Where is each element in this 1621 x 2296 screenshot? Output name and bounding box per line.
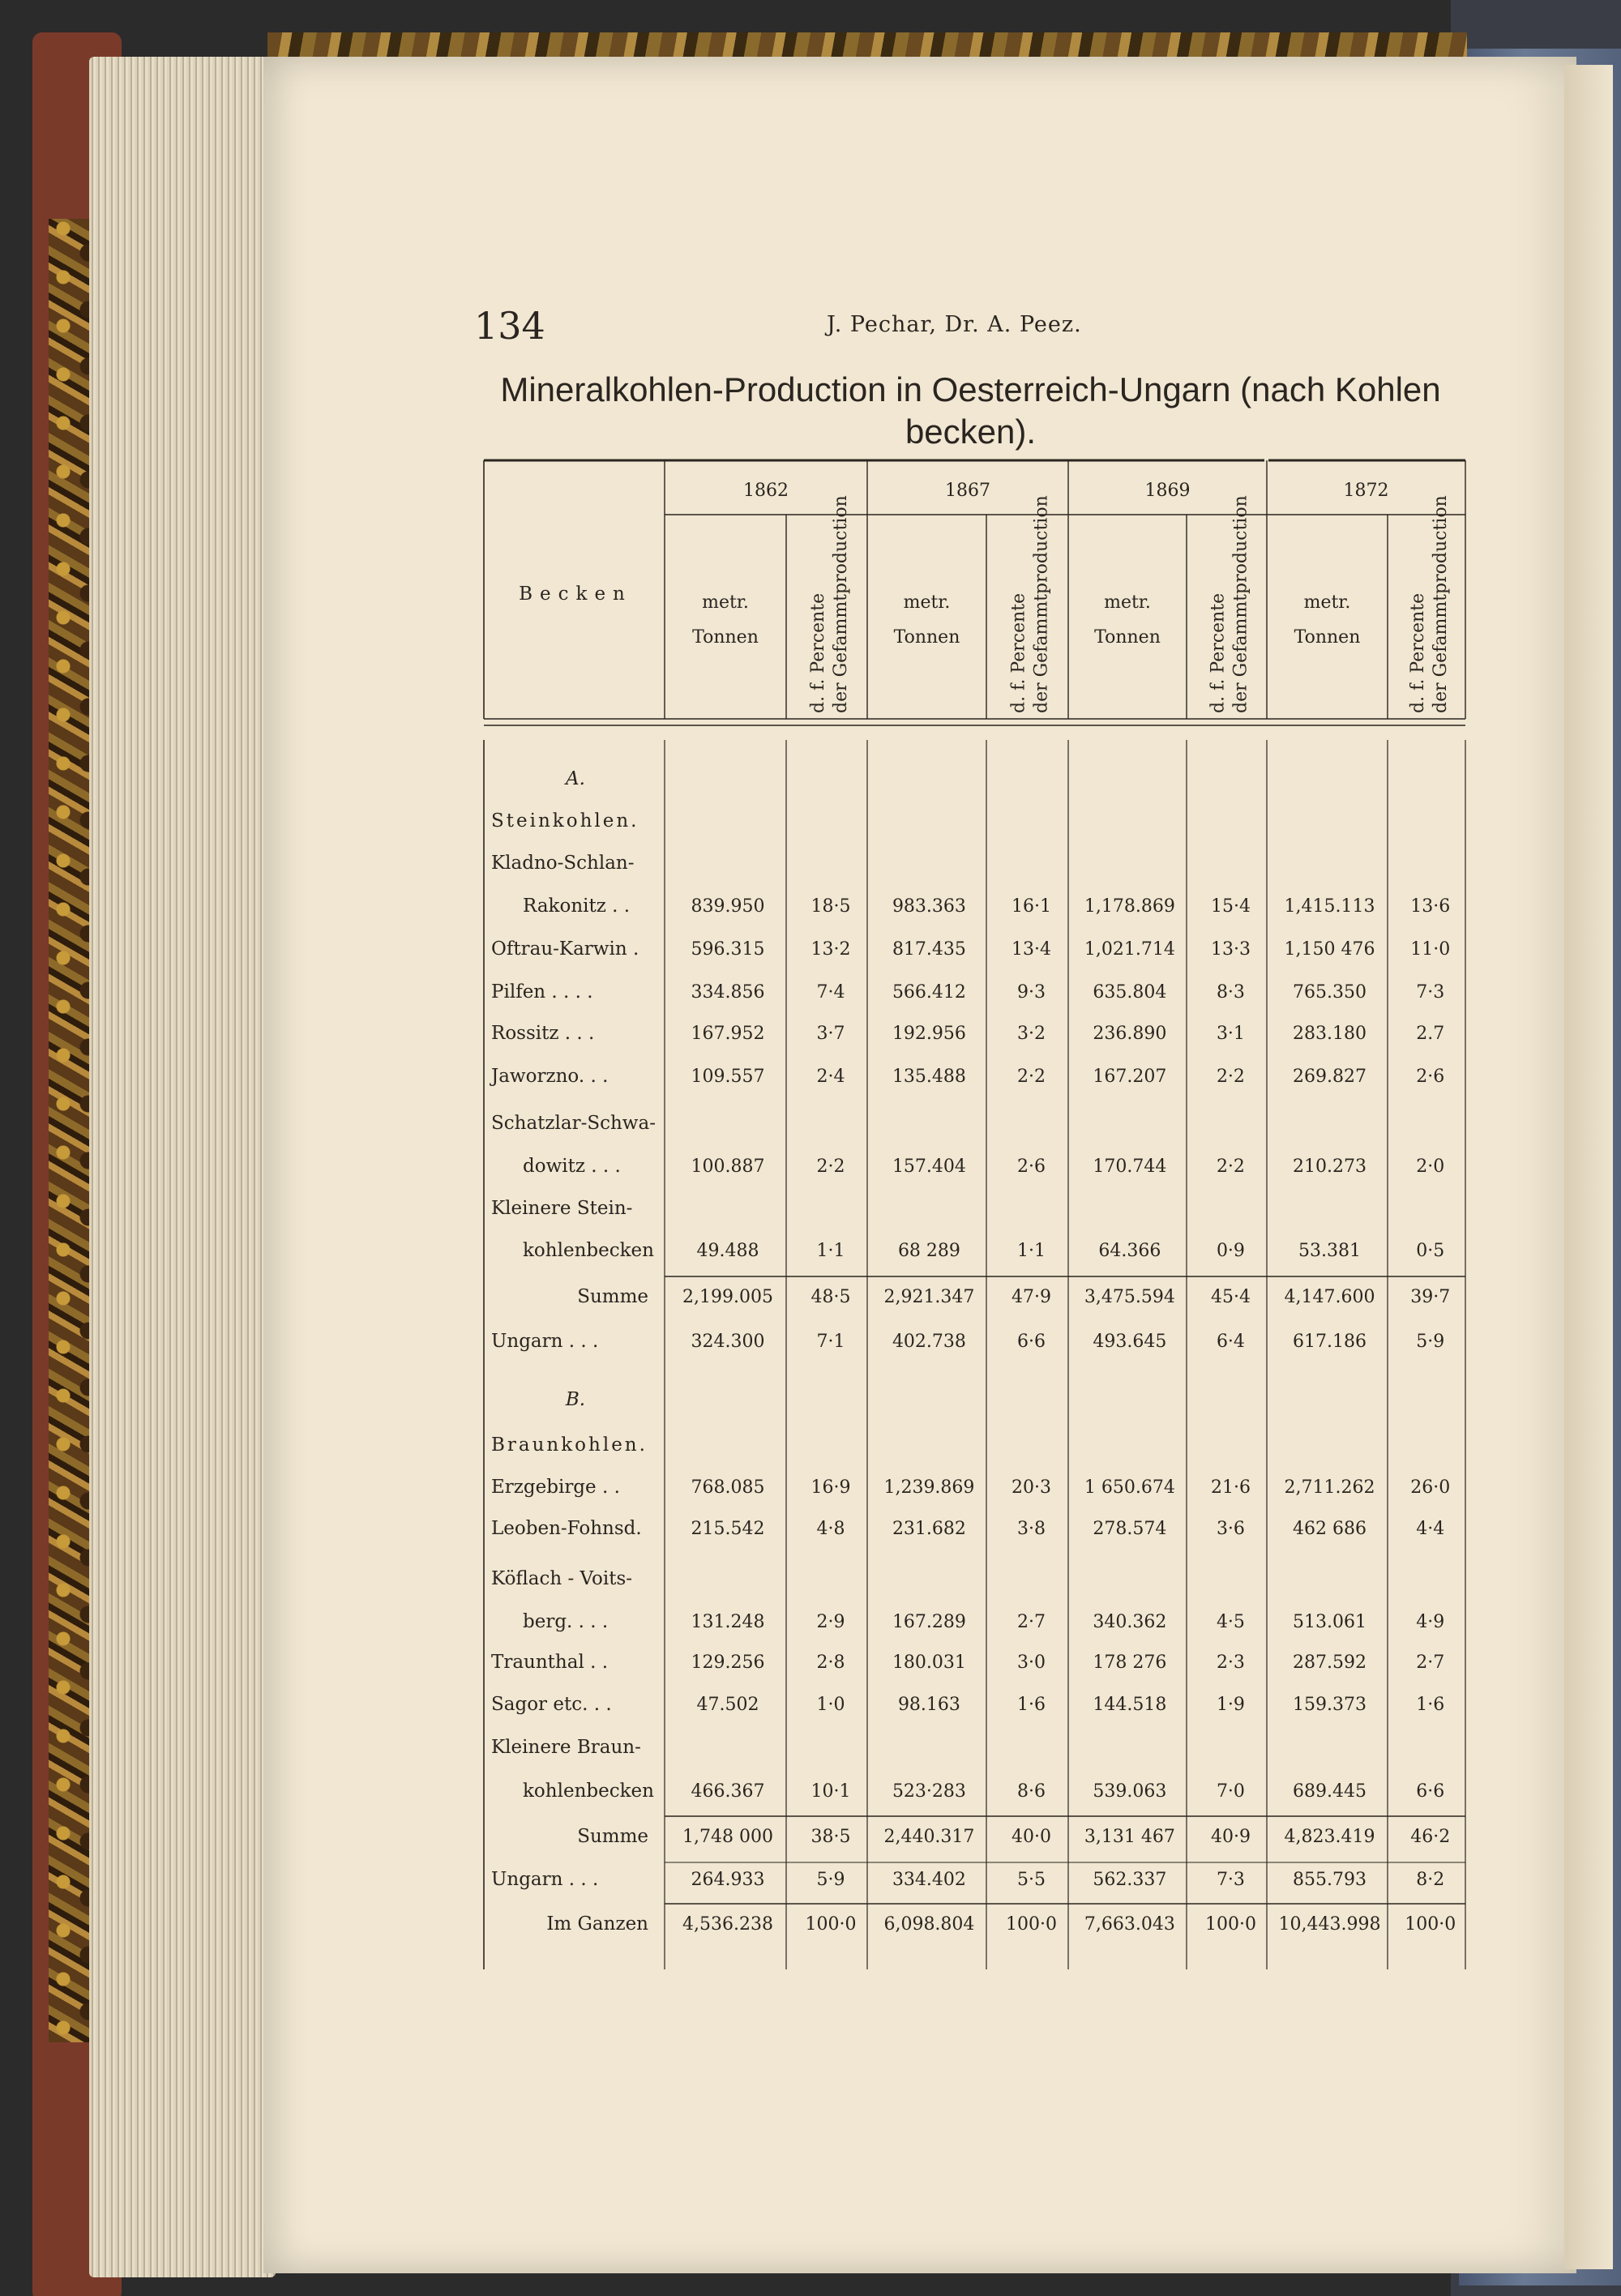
row-label: dowitz . . . xyxy=(523,1156,621,1177)
tonnage-cell: 324.300 xyxy=(691,1332,765,1352)
tonnage-cell: 64.366 xyxy=(1098,1241,1161,1261)
year-1867: 1867 xyxy=(945,481,990,501)
percent-cell: 5·5 xyxy=(1017,1870,1046,1890)
percent-cell: 3·2 xyxy=(1017,1024,1046,1044)
percent-cell: 15·4 xyxy=(1210,896,1251,917)
row-label: Pilfen . . . . xyxy=(491,981,593,1003)
row-label: Schatzlar-Schwa- xyxy=(491,1113,656,1134)
percent-cell: 4·5 xyxy=(1216,1612,1245,1632)
unit-label: Tonnen xyxy=(893,627,960,648)
row-label: Oftrau-Karwin . xyxy=(491,938,639,960)
percent-header: d. f. Percente xyxy=(808,592,828,713)
row-label: Ungarn . . . xyxy=(491,1331,599,1352)
percent-cell: 16·1 xyxy=(1012,896,1052,917)
tonnage-cell: 144.518 xyxy=(1093,1695,1167,1715)
tonnage-cell: 2,711.262 xyxy=(1284,1477,1375,1498)
unit-label: metr. xyxy=(702,592,749,613)
section-heading: Braunkohlen. xyxy=(491,1434,648,1456)
percent-cell: 48·5 xyxy=(810,1287,851,1307)
percent-cell: 4·8 xyxy=(816,1519,845,1539)
tonnage-cell: 983.363 xyxy=(892,896,966,917)
tonnage-cell: 231.682 xyxy=(892,1519,966,1539)
tonnage-cell: 839.950 xyxy=(691,896,765,917)
percent-cell: 5·9 xyxy=(1416,1332,1445,1352)
percent-cell: 0·5 xyxy=(1416,1241,1445,1261)
tonnage-cell: 689.445 xyxy=(1292,1781,1367,1802)
tonnage-cell: 334.856 xyxy=(691,982,765,1003)
percent-header: der Gefammtproduction xyxy=(1031,495,1052,713)
percent-header: der Gefammtproduction xyxy=(1230,495,1251,713)
percent-cell: 18·5 xyxy=(810,896,851,917)
tonnage-cell: 2,921.347 xyxy=(883,1287,975,1307)
tonnage-cell: 1,178.869 xyxy=(1084,896,1175,917)
percent-header: d. f. Percente xyxy=(1408,592,1428,713)
tonnage-cell: 635.804 xyxy=(1093,982,1167,1003)
table-title: Mineralkohlen-Production in Oesterreich-Ungarn (nach Kohlen becken). xyxy=(500,370,1441,451)
sum-label: Im Ganzen xyxy=(546,1913,648,1935)
tonnage-cell: 1,415.113 xyxy=(1284,896,1375,917)
percent-cell: 13·3 xyxy=(1210,939,1251,960)
section-letter: A. xyxy=(566,768,585,789)
percent-cell: 6·4 xyxy=(1216,1332,1245,1352)
tonnage-cell: 100.887 xyxy=(691,1157,765,1177)
row-label: Kladno-Schlan- xyxy=(491,853,635,874)
tonnage-cell: 157.404 xyxy=(892,1157,966,1177)
percent-cell: 100·0 xyxy=(1204,1914,1256,1935)
tonnage-cell: 170.744 xyxy=(1093,1157,1167,1177)
percent-cell: 2·8 xyxy=(816,1653,845,1673)
row-label: Rakonitz . . xyxy=(523,896,631,917)
tonnage-cell: 462 686 xyxy=(1292,1519,1367,1539)
percent-cell: 3·8 xyxy=(1017,1519,1046,1539)
tonnage-cell: 180.031 xyxy=(892,1653,966,1673)
percent-cell: 13·2 xyxy=(810,939,851,960)
percent-header: d. f. Percente xyxy=(1208,592,1229,713)
percent-cell: 16·9 xyxy=(810,1477,851,1498)
percent-cell: 7·0 xyxy=(1216,1781,1245,1802)
tonnage-cell: 264.933 xyxy=(691,1870,765,1890)
percent-header: der Gefammtproduction xyxy=(831,495,851,713)
percent-cell: 13·6 xyxy=(1410,896,1451,917)
percent-cell: 4·4 xyxy=(1416,1519,1445,1539)
percent-cell: 46·2 xyxy=(1410,1827,1451,1847)
row-label: Kleinere Stein- xyxy=(491,1198,633,1219)
tonnage-cell: 334.402 xyxy=(892,1870,966,1890)
row-label: kohlenbecken xyxy=(523,1781,654,1802)
tonnage-cell: 4,536.238 xyxy=(682,1914,773,1935)
tonnage-cell: 10,443.998 xyxy=(1278,1914,1381,1935)
row-label: Jaworzno. . . xyxy=(491,1066,609,1087)
tonnage-cell: 49.488 xyxy=(696,1241,759,1261)
tonnage-cell: 1,150 476 xyxy=(1284,939,1375,960)
percent-cell: 47·9 xyxy=(1012,1287,1052,1307)
percent-cell: 38·5 xyxy=(810,1827,851,1847)
year-1862: 1862 xyxy=(743,481,789,501)
year-1869: 1869 xyxy=(1144,481,1191,501)
tonnage-cell: 215.542 xyxy=(691,1519,765,1539)
tonnage-cell: 53.381 xyxy=(1298,1241,1361,1261)
tonnage-cell: 167.289 xyxy=(892,1612,966,1632)
percent-cell: 10·1 xyxy=(810,1781,851,1802)
sum-label: Summe xyxy=(577,1826,648,1847)
row-label: Leoben-Fohnsd. xyxy=(491,1518,642,1539)
percent-cell: 5·9 xyxy=(816,1870,845,1890)
tonnage-cell: 283.180 xyxy=(1292,1024,1367,1044)
percent-cell: 2·2 xyxy=(1216,1067,1245,1087)
percent-cell: 39·7 xyxy=(1410,1287,1451,1307)
tonnage-cell: 1,748 000 xyxy=(682,1827,773,1847)
tonnage-cell: 617.186 xyxy=(1292,1332,1367,1352)
percent-cell: 2·2 xyxy=(1216,1157,1245,1177)
row-label: Köflach - Voits- xyxy=(491,1568,633,1589)
percent-cell: 2·9 xyxy=(816,1612,845,1632)
percent-cell: 1·6 xyxy=(1017,1695,1046,1715)
tonnage-cell: 3,475.594 xyxy=(1084,1287,1175,1307)
unit-label: metr. xyxy=(903,592,951,613)
percent-cell: 100·0 xyxy=(805,1914,857,1935)
tonnage-cell: 523·283 xyxy=(892,1781,966,1802)
percent-cell: 8·3 xyxy=(1216,982,1245,1003)
tonnage-cell: 4,147.600 xyxy=(1284,1287,1375,1307)
tonnage-cell: 135.488 xyxy=(892,1067,966,1087)
running-head: J. Pechar, Dr. A. Peez. xyxy=(827,312,1082,337)
percent-cell: 7·1 xyxy=(816,1332,845,1352)
unit-label: Tonnen xyxy=(692,627,759,648)
percent-cell: 0·9 xyxy=(1216,1241,1245,1261)
percent-cell: 7·3 xyxy=(1216,1870,1245,1890)
tonnage-cell: 493.645 xyxy=(1093,1332,1167,1352)
percent-cell: 1·9 xyxy=(1216,1695,1245,1715)
sum-label: Summe xyxy=(577,1286,648,1307)
tonnage-cell: 768.085 xyxy=(691,1477,765,1498)
page-number: 134 xyxy=(474,304,545,348)
percent-cell: 2·7 xyxy=(1416,1653,1445,1673)
tonnage-cell: 210.273 xyxy=(1292,1157,1367,1177)
percent-cell: 21·6 xyxy=(1210,1477,1251,1498)
unit-label: metr. xyxy=(1303,592,1351,613)
tonnage-cell: 236.890 xyxy=(1093,1024,1167,1044)
becken-header: Becken xyxy=(519,584,632,605)
percent-cell: 11·0 xyxy=(1410,939,1451,960)
tonnage-cell: 178 276 xyxy=(1093,1653,1167,1673)
percent-cell: 3·0 xyxy=(1017,1653,1046,1673)
percent-cell: 2·4 xyxy=(816,1067,845,1087)
tonnage-cell: 765.350 xyxy=(1292,982,1367,1003)
percent-cell: 100·0 xyxy=(1006,1914,1058,1935)
tonnage-cell: 402.738 xyxy=(892,1332,966,1352)
year-1872: 1872 xyxy=(1343,481,1389,501)
row-label: kohlenbecken xyxy=(523,1240,654,1261)
tonnage-cell: 109.557 xyxy=(691,1067,765,1087)
percent-cell: 6·6 xyxy=(1017,1332,1046,1352)
percent-cell: 3·6 xyxy=(1216,1519,1245,1539)
tonnage-cell: 596.315 xyxy=(691,939,765,960)
tonnage-cell: 2,440.317 xyxy=(883,1827,975,1847)
percent-cell: 1·6 xyxy=(1416,1695,1445,1715)
percent-cell: 40·0 xyxy=(1012,1827,1052,1847)
tonnage-cell: 562.337 xyxy=(1093,1870,1167,1890)
row-label: Sagor etc. . . xyxy=(491,1694,612,1715)
percent-cell: 2·0 xyxy=(1416,1157,1445,1177)
tonnage-cell: 167.952 xyxy=(691,1024,765,1044)
tonnage-cell: 4,823.419 xyxy=(1284,1827,1375,1847)
tonnage-cell: 131.248 xyxy=(691,1612,765,1632)
unit-label: Tonnen xyxy=(1294,627,1361,648)
row-label: Erzgebirge . . xyxy=(491,1477,620,1498)
percent-cell: 1·1 xyxy=(1017,1241,1046,1261)
tonnage-cell: 192.956 xyxy=(892,1024,966,1044)
row-label: Rossitz . . . xyxy=(491,1023,595,1044)
tonnage-cell: 167.207 xyxy=(1093,1067,1167,1087)
row-label: berg. . . . xyxy=(523,1611,609,1632)
percent-cell: 7·3 xyxy=(1416,982,1445,1003)
percent-cell: 2·2 xyxy=(1017,1067,1046,1087)
percent-cell: 2·3 xyxy=(1216,1653,1245,1673)
tonnage-cell: 68 289 xyxy=(897,1241,960,1261)
tonnage-cell: 6,098.804 xyxy=(883,1914,975,1935)
tonnage-cell: 3,131 467 xyxy=(1084,1827,1175,1847)
section-letter: B. xyxy=(565,1389,586,1410)
tonnage-cell: 2,199.005 xyxy=(682,1287,773,1307)
percent-cell: 45·4 xyxy=(1210,1287,1251,1307)
percent-cell: 8·2 xyxy=(1416,1870,1445,1890)
tonnage-cell: 466.367 xyxy=(691,1781,765,1802)
percent-cell: 1·0 xyxy=(816,1695,845,1715)
percent-header: d. f. Percente xyxy=(1008,592,1029,713)
tonnage-cell: 129.256 xyxy=(691,1653,765,1673)
percent-cell: 1·1 xyxy=(816,1241,845,1261)
percent-header: der Gefammtproduction xyxy=(1431,495,1451,713)
row-label: Traunthal . . xyxy=(491,1652,609,1673)
tonnage-cell: 817.435 xyxy=(892,939,966,960)
percent-cell: 2.7 xyxy=(1416,1024,1445,1044)
tonnage-cell: 7,663.043 xyxy=(1084,1914,1175,1935)
percent-cell: 2·2 xyxy=(816,1157,845,1177)
tonnage-cell: 513.061 xyxy=(1292,1612,1367,1632)
tonnage-cell: 1,021.714 xyxy=(1084,939,1175,960)
tonnage-cell: 287.592 xyxy=(1292,1653,1367,1673)
tonnage-cell: 47.502 xyxy=(696,1695,759,1715)
unit-label: Tonnen xyxy=(1094,627,1161,648)
tonnage-cell: 278.574 xyxy=(1093,1519,1167,1539)
percent-cell: 7·4 xyxy=(816,982,845,1003)
percent-cell: 4·9 xyxy=(1416,1612,1445,1632)
section-heading: Steinkohlen. xyxy=(491,810,639,832)
row-label: Ungarn . . . xyxy=(491,1869,599,1890)
tonnage-cell: 855.793 xyxy=(1292,1870,1367,1890)
unit-label: metr. xyxy=(1104,592,1151,613)
tonnage-cell: 340.362 xyxy=(1093,1612,1167,1632)
percent-cell: 3·1 xyxy=(1216,1024,1245,1044)
percent-cell: 9·3 xyxy=(1017,982,1046,1003)
percent-cell: 3·7 xyxy=(816,1024,845,1044)
tonnage-cell: 159.373 xyxy=(1292,1695,1367,1715)
percent-cell: 13·4 xyxy=(1012,939,1052,960)
tonnage-cell: 539.063 xyxy=(1093,1781,1167,1802)
percent-cell: 100·0 xyxy=(1405,1914,1456,1935)
row-label: Kleinere Braun- xyxy=(491,1737,641,1758)
percent-cell: 26·0 xyxy=(1410,1477,1451,1498)
tonnage-cell: 1 650.674 xyxy=(1084,1477,1175,1498)
percent-cell: 6·6 xyxy=(1416,1781,1445,1802)
tonnage-cell: 1,239.869 xyxy=(883,1477,975,1498)
percent-cell: 20·3 xyxy=(1012,1477,1052,1498)
tonnage-cell: 566.412 xyxy=(892,982,966,1003)
percent-cell: 40·9 xyxy=(1210,1827,1251,1847)
tonnage-cell: 98.163 xyxy=(897,1695,960,1715)
percent-cell: 2·6 xyxy=(1416,1067,1445,1087)
percent-cell: 2·6 xyxy=(1017,1157,1046,1177)
percent-cell: 2·7 xyxy=(1017,1612,1046,1632)
percent-cell: 8·6 xyxy=(1017,1781,1046,1802)
tonnage-cell: 269.827 xyxy=(1292,1067,1367,1087)
